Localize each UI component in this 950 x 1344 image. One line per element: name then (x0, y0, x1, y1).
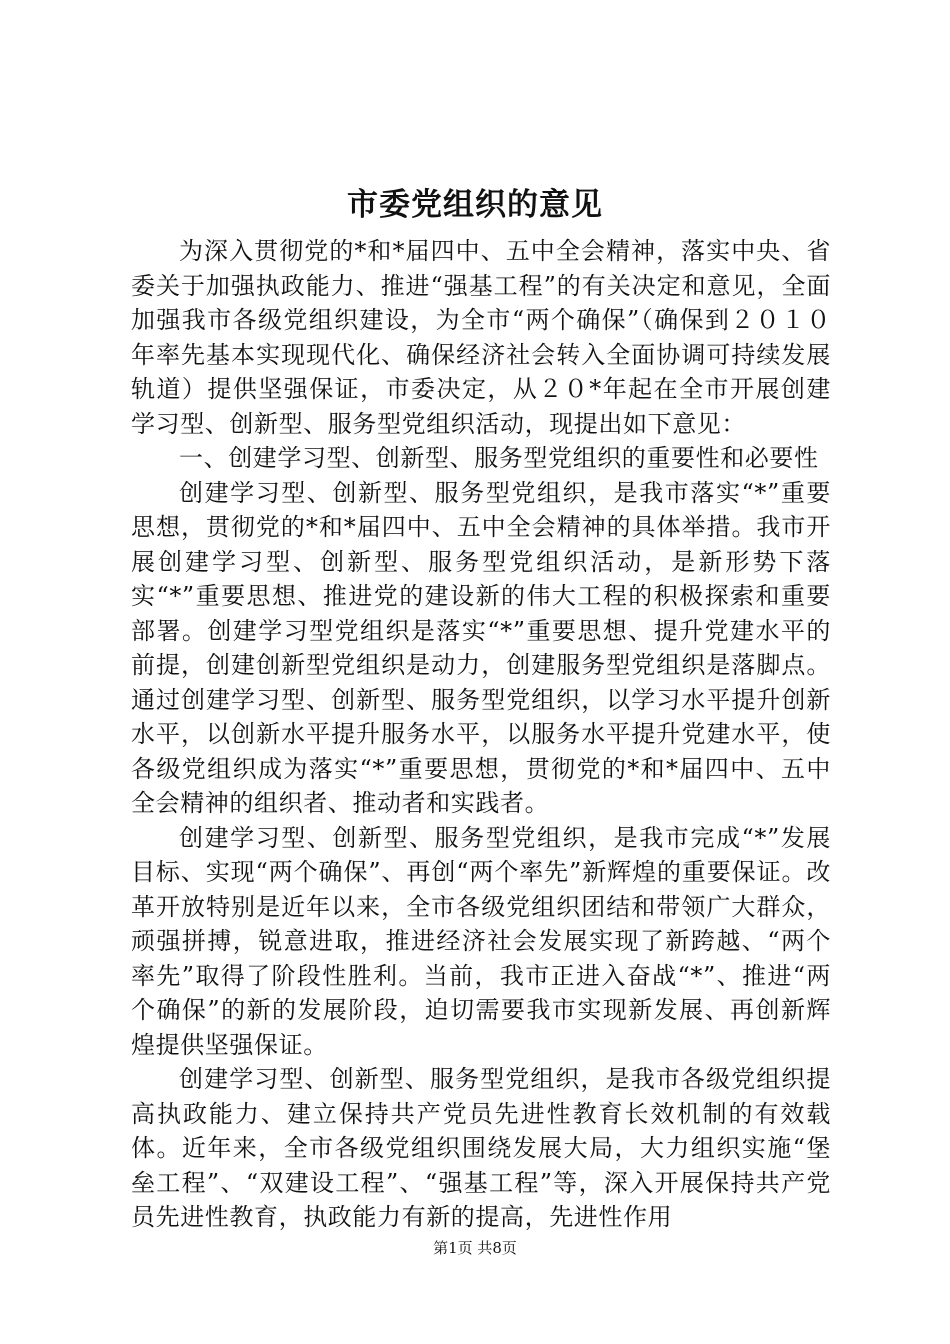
paragraph-3: 创建学习型、创新型、服务型党组织，是我市各级党组织提高执政能力、建立保持共产党员先进性教育长效机制的有效载体。近年来，全市各级党组织围绕发展大局，大力组织实施“堡垒工程”、“双建设工程”、“强基工程”等，深入开展保持共产党员先进性教育，执政能力有新的提高，先进性作用 (131, 1065, 831, 1231)
section-heading-1: 一、创建学习型、创新型、服务型党组织的重要性和必要性 (179, 444, 819, 472)
document-title: 市委党组织的意见 (347, 187, 603, 223)
page-footer: 第1页 共8页 (433, 1239, 517, 1257)
paragraph-1: 创建学习型、创新型、服务型党组织，是我市落实“*”重要思想，贯彻党的*和*届四中、五中全会精神的具体举措。我市开展创建学习型、创新型、服务型党组织活动，是新形势下落实“*”重要思想、推进党的建设新的伟大工程的积极探索和重要部署。创建学习型党组织是落实“*”重要思想、提升党建水平的前提，创建创新型党组织是动力，创建服务型党组织是落脚点。通过创建学习型、创新型、服务型党组织，以学习水平提升创新水平，以创新水平提升服务水平，以服务水平提升党建水平，使各级党组织成为落实“*”重要思想，贯彻党的*和*届四中、五中全会精神的组织者、推动者和实践者。 (131, 478, 831, 817)
document-body (131, 234, 831, 1235)
paragraph-intro: 为深入贯彻党的*和*届四中、五中全会精神，落实中央、省委关于加强执政能力、推进“强基工程”的有关决定和意见，全面加强我市各级党组织建设，为全市“两个确保”（确保到２０１０年率先基本实现现代化、确保经济社会转入全面协调可持续发展轨道）提供坚强保证，市委决定，从２０*年起在全市开展创建学习型、创新型、服务型党组织活动，现提出如下意见： (131, 237, 831, 438)
paragraph-2: 创建学习型、创新型、服务型党组织，是我市完成“*”发展目标、实现“两个确保”、再创“两个率先”新辉煌的重要保证。改革开放特别是近年以来，全市各级党组织团结和带领广大群众，顽强拼搏，锐意进取，推进经济社会发展实现了新跨越、“两个率先”取得了阶段性胜利。当前，我市正进入奋战“*”、推进“两个确保”的新的发展阶段，迫切需要我市实现新发展、再创新辉煌提供坚强保证。 (131, 823, 831, 1059)
